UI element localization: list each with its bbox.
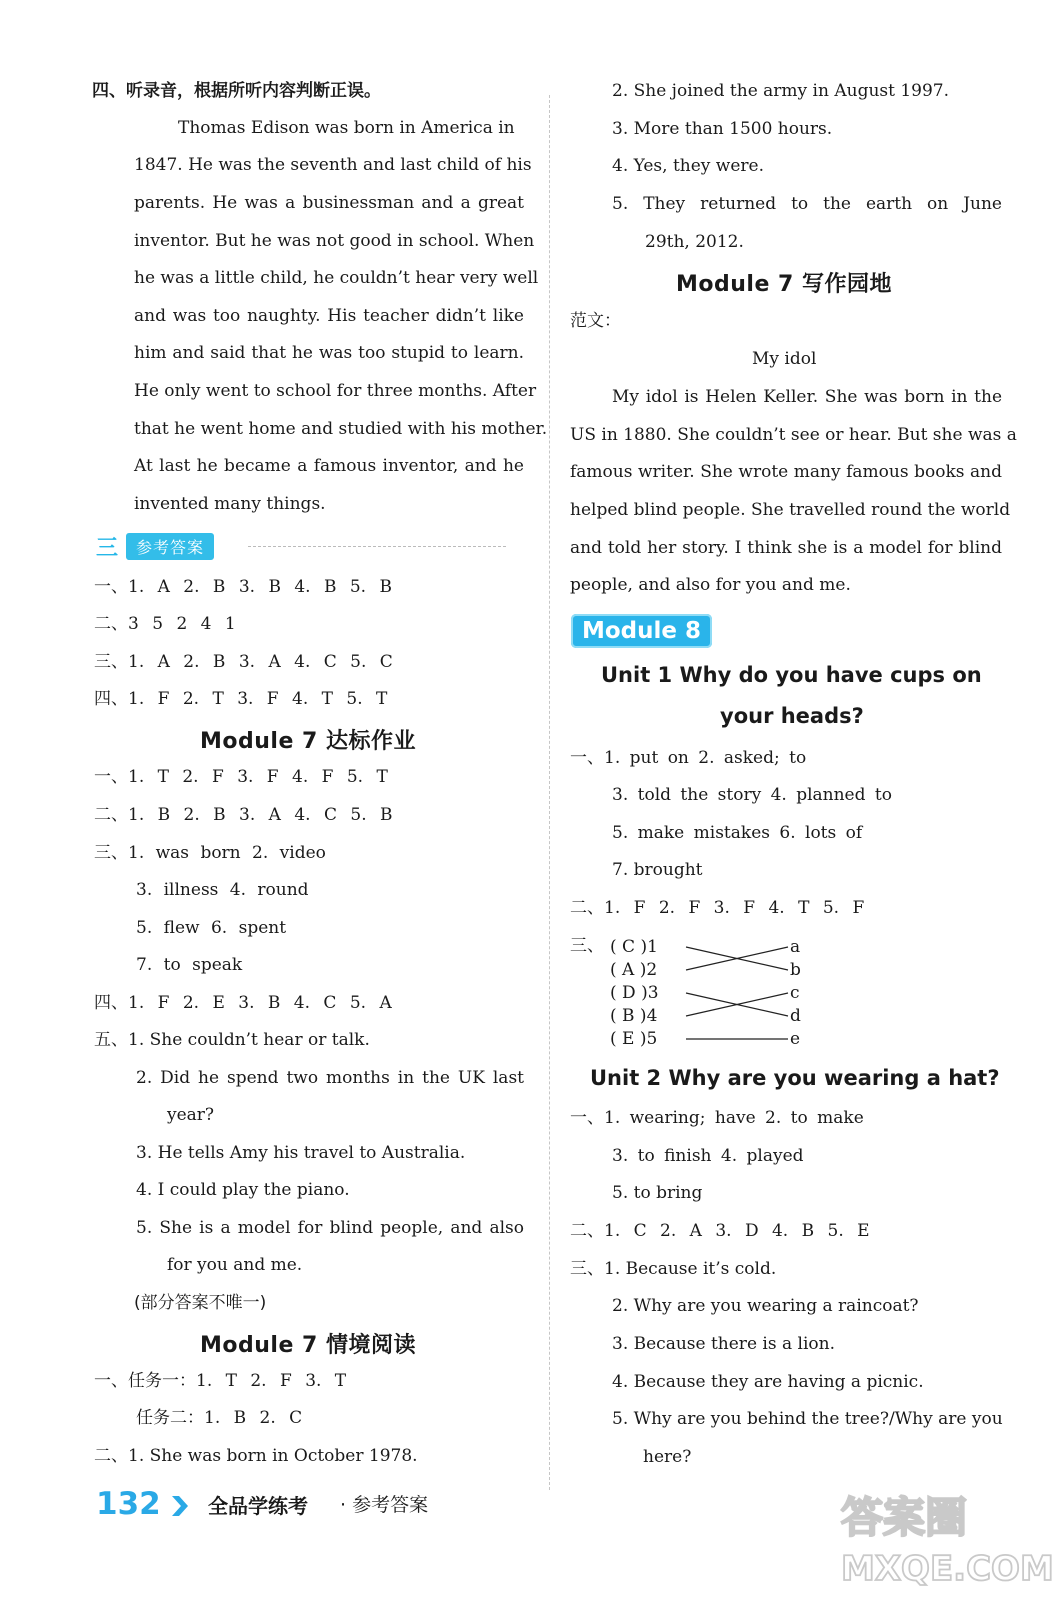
passage-line: Thomas Edison was born in America in — [178, 118, 515, 138]
essay-line: people, and also for you and me. — [570, 575, 851, 595]
essay-line: helped blind people. She travelled round the world — [570, 500, 1011, 520]
svg-text:MXQE.COM: MXQE.COM — [841, 1549, 1054, 1589]
passage-line: He only went to school for three months. After — [134, 381, 537, 401]
answer-row: here? — [643, 1447, 692, 1467]
module-8-badge: Module 8 — [571, 614, 712, 648]
matching-right-item: d — [790, 1006, 801, 1026]
answer-row: 一、任务一：1. T 2. F 3. T — [94, 1371, 347, 1391]
answer-row: 二、1. B 2. B 3. A 4. C 5. B — [94, 805, 393, 825]
unit-1-title: Unit 1 Why do you have cups on — [601, 663, 982, 687]
answer-row: 5. flew 6. spent — [136, 918, 287, 938]
answer-key-dashed-rule — [248, 546, 506, 547]
passage-line: 1847. He was the seventh and last child of his — [134, 155, 532, 175]
matching-left-item: ( A )2 — [610, 960, 658, 980]
matching-right-column — [790, 936, 801, 1051]
matching-right-item: e — [790, 1029, 801, 1049]
book-subtitle: · 参考答案 — [340, 1494, 429, 1516]
passage-line: parents. He was a businessman and a great — [134, 193, 524, 213]
answer-key-label: 参考答案 — [126, 533, 214, 560]
essay-line: US in 1880. She couldn’t see or hear. But she was a — [570, 425, 1017, 445]
heading-module7-writing: Module 7 写作园地 — [676, 272, 893, 297]
answer-row: 5. make mistakes 6. lots of — [612, 823, 863, 843]
passage-line: that he went home and studied with his mother. — [134, 419, 548, 439]
answer-row: 29th, 2012. — [645, 232, 744, 252]
passage-line: him and said that he was too stupid to learn. — [134, 343, 524, 363]
matching-lines — [680, 936, 795, 1051]
answer-row: 一、1. A 2. B 3. B 4. B 5. B — [94, 577, 392, 597]
book-title: 全品学练考 — [208, 1494, 308, 1518]
matching-left-item: ( E )5 — [610, 1029, 658, 1049]
matching-right-item: c — [790, 983, 800, 1003]
watermark-logo — [835, 1480, 1054, 1590]
chevron-right-icon — [172, 1496, 190, 1516]
answer-row: year? — [167, 1105, 215, 1125]
page-number: 132 — [96, 1486, 161, 1522]
essay-title: My idol — [752, 349, 817, 369]
heading-module7-homework: Module 7 达标作业 — [200, 729, 417, 754]
answer-row: 二、3 5 2 4 1 — [94, 614, 236, 634]
matching-prefix: 三、 — [570, 936, 604, 956]
answer-row: 7. to speak — [136, 955, 243, 975]
matching-right-item: a — [790, 937, 801, 957]
essay-line: famous writer. She wrote many famous books and — [570, 462, 1002, 482]
answer-row: 三、1. Because it’s cold. — [570, 1259, 777, 1279]
answer-row: 二、1. F 2. F 3. F 4. T 5. F — [570, 898, 865, 918]
watermark-graphic — [835, 1480, 1054, 1590]
heading-module7-reading: Module 7 情境阅读 — [200, 1333, 417, 1358]
matching-left-item: ( C )1 — [610, 937, 658, 957]
answer-row: 二、1. She was born in October 1978. — [94, 1446, 418, 1466]
answer-row: 3. told the story 4. planned to — [612, 785, 892, 805]
answer-key-badge — [96, 532, 214, 560]
passage-line: invented many things. — [134, 494, 326, 514]
matching-left-column — [610, 936, 659, 1051]
matching-right-item: b — [790, 960, 801, 980]
answer-row: 3. to finish 4. played — [612, 1146, 804, 1166]
passage-line: he was a little child, he couldn’t hear very well — [134, 268, 539, 288]
answer-row: 5. She is a model for blind people, and also — [136, 1218, 524, 1238]
sample-essay-label: 范文： — [570, 311, 621, 331]
answer-row: 一、1. put on 2. asked; to — [570, 748, 807, 768]
answer-row: 四、1. F 2. T 3. F 4. T 5. T — [94, 689, 388, 709]
answer-row: 4. I could play the piano. — [136, 1180, 350, 1200]
matching-left-item: ( B )4 — [610, 1006, 658, 1026]
answer-row: 三、1. A 2. B 3. A 4. C 5. C — [94, 652, 393, 672]
column-divider — [549, 95, 550, 1490]
unit-1-title-cont: your heads? — [720, 704, 864, 728]
answer-row: 三、1. was born 2. video — [94, 843, 326, 863]
answer-row: 3. More than 1500 hours. — [612, 119, 833, 139]
answer-row: 5. They returned to the earth on June — [612, 194, 1002, 214]
passage-line: inventor. But he was not good in school. When — [134, 231, 535, 251]
answer-row: 一、1. wearing; have 2. to make — [570, 1108, 864, 1128]
answer-row: 5. to bring — [612, 1183, 703, 1203]
essay-line: and told her story. I think she is a model for blind — [570, 538, 1002, 558]
essay-line: My idol is Helen Keller. She was born in the — [612, 387, 1002, 407]
answer-row: 4. Yes, they were. — [612, 156, 765, 176]
unit-2-title: Unit 2 Why are you wearing a hat? — [590, 1066, 1000, 1090]
answer-row: 5. Why are you behind the tree?/Why are you — [612, 1409, 1003, 1429]
answer-note: (部分答案不唯一) — [134, 1293, 267, 1313]
answer-row: 2. Why are you wearing a raincoat? — [612, 1296, 919, 1316]
answer-row: for you and me. — [167, 1255, 303, 1275]
answer-row: 五、1. She couldn’t hear or talk. — [94, 1030, 370, 1050]
answer-row: 3. He tells Amy his travel to Australia. — [136, 1143, 466, 1163]
passage-line: and was too naughty. His teacher didn’t like — [134, 306, 524, 326]
answer-key-number: 三 — [96, 535, 119, 561]
answer-row: 四、1. F 2. E 3. B 4. C 5. A — [94, 993, 392, 1013]
section-4-title: 四、听录音，根据所听内容判断正误。 — [92, 81, 381, 101]
answer-row: 7. brought — [612, 860, 703, 880]
answer-row: 2. Did he spend two months in the UK last — [136, 1068, 524, 1088]
svg-text:答案圈: 答案圈 — [841, 1493, 968, 1542]
matching-left-item: ( D )3 — [610, 983, 659, 1003]
answer-row: 二、1. C 2. A 3. D 4. B 5. E — [570, 1221, 870, 1241]
answer-row: 任务二：1. B 2. C — [136, 1408, 303, 1428]
answer-row: 一、1. T 2. F 3. F 4. F 5. T — [94, 767, 388, 787]
answer-row: 4. Because they are having a picnic. — [612, 1372, 924, 1392]
answer-row: 2. She joined the army in August 1997. — [612, 81, 950, 101]
answer-row: 3. Because there is a lion. — [612, 1334, 835, 1354]
passage-line: At last he became a famous inventor, and he — [134, 456, 524, 476]
answer-row: 3. illness 4. round — [136, 880, 309, 900]
